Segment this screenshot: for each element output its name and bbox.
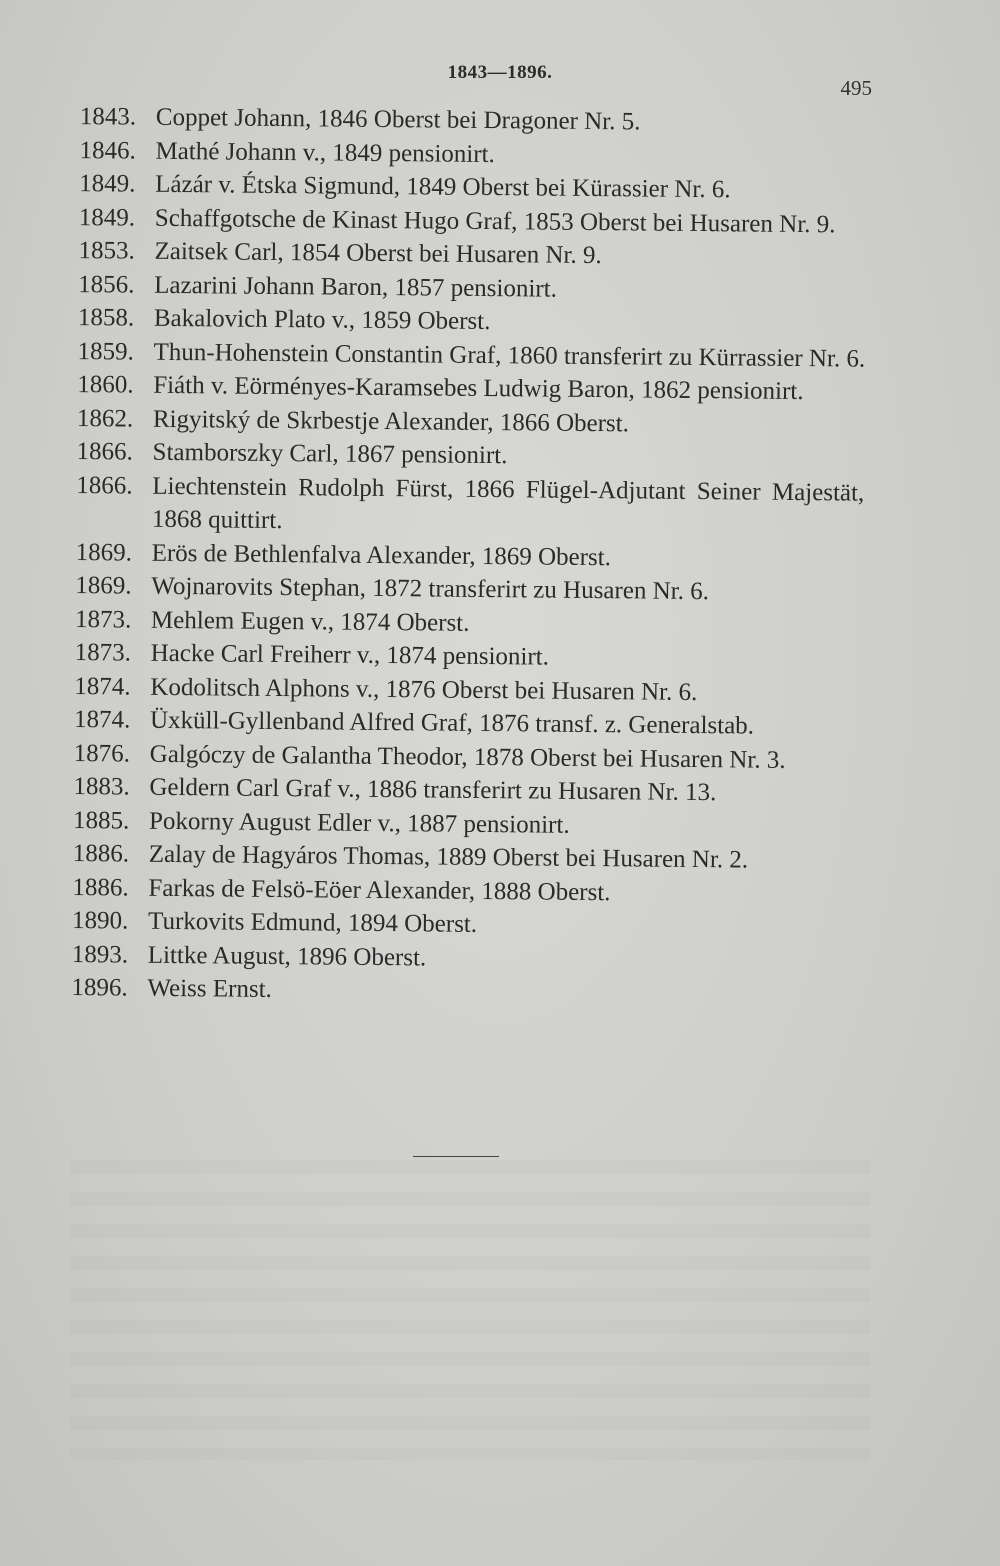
- entry-text: Lazarini Johann Baron, 1857 pensionirt.: [154, 271, 558, 303]
- entry-text: Erös de Bethlenfalva Alexander, 1869 Oberst.: [151, 539, 612, 571]
- entry-text: Thun-Hohenstein Constantin Graf, 1860 transferirt zu Kürrassier Nr. 6.: [153, 338, 866, 373]
- entry-list: [63, 100, 872, 1012]
- entry-year: 1873.: [74, 639, 132, 667]
- entry-text: Lázár v. Étska Sigmund, 1849 Oberst bei Kürassier Nr. 6.: [155, 170, 731, 204]
- entry-year: 1862.: [76, 404, 134, 433]
- entry-year: 1896.: [71, 974, 128, 1002]
- entry-year: 1858.: [77, 304, 135, 332]
- entry-text: Farkas de Felsö-Eöer Alexander, 1888 Oberst.: [148, 874, 611, 906]
- entry-text: Bakalovich Plato v., 1859 Oberst.: [153, 304, 491, 336]
- entry-year: 1886.: [72, 840, 130, 868]
- entry-text: Pokorny August Edler v., 1887 pensionirt.: [148, 807, 570, 839]
- entry-year: 1849.: [79, 170, 136, 198]
- entry-year: 1874.: [74, 672, 131, 701]
- entry-year: 1846.: [79, 136, 136, 165]
- entry-year: 1874.: [73, 706, 131, 734]
- entry-text: Littke August, 1896 Oberst.: [147, 941, 427, 971]
- entry-year: 1885.: [72, 806, 130, 835]
- entry-text: Turkovits Edmund, 1894 Oberst.: [147, 907, 478, 938]
- entry-year: 1873.: [74, 605, 132, 634]
- entry-year: 1893.: [71, 940, 129, 969]
- entry-year: 1876.: [73, 739, 131, 768]
- entry-year: 1859.: [77, 337, 134, 366]
- list-item: [68, 468, 869, 543]
- entry-year: 1866.: [76, 438, 134, 466]
- entry-text: Coppet Johann, 1846 Oberst bei Dragoner Nr. 5.: [155, 103, 641, 136]
- entry-text: Rigyitský de Skrbestje Alexander, 1866 Oberst.: [152, 405, 630, 437]
- show-through-texture: [70, 1160, 870, 1460]
- entry-year: 1866.: [76, 471, 133, 500]
- entry-year: 1869.: [75, 538, 133, 567]
- entry-text: Weiss Ernst.: [147, 974, 272, 1003]
- entry-year: 1883.: [73, 773, 130, 801]
- page-number: 495: [840, 76, 872, 100]
- entry-year: 1869.: [75, 572, 132, 600]
- entry-year: 1856.: [78, 270, 135, 299]
- entry-year: 1890.: [71, 907, 129, 935]
- entry-text: Hacke Carl Freiherr v., 1874 pensionirt.: [150, 639, 550, 671]
- entry-text: Geldern Carl Graf v., 1886 transferirt zu Husaren Nr. 13.: [149, 773, 717, 807]
- entry-text: Stamborszky Carl, 1867 pensionirt.: [152, 438, 508, 470]
- entry-year: 1886.: [72, 873, 129, 902]
- entry-text: Schaffgotsche de Kinast Hugo Graf, 1853 Oberst bei Husaren Nr. 9.: [154, 204, 836, 238]
- entry-text: Mathé Johann v., 1849 pensionirt.: [155, 137, 495, 168]
- entry-text: Mehlem Eugen v., 1874 Oberst.: [150, 606, 470, 637]
- entry-year: 1843.: [79, 103, 137, 131]
- entry-text: Fiáth v. Eörményes-Karamsebes Ludwig Baron, 1862 pensionirt.: [153, 371, 804, 406]
- entry-year: 1853.: [78, 237, 135, 265]
- section-end-rule: [413, 1156, 499, 1157]
- entry-text: Kodolitsch Alphons v., 1876 Oberst bei Husaren Nr. 6.: [150, 673, 698, 706]
- running-head: 1843—1896.: [447, 62, 553, 83]
- entry-text: Wojnarovits Stephan, 1872 transferirt zu Husaren Nr. 6.: [151, 572, 710, 606]
- entry-text: Liechtenstein Rudolph Fürst, 1866 Flügel-Adjutant Seiner Majestät, 1868 quittirt.: [151, 472, 865, 535]
- entry-text: Zaitsek Carl, 1854 Oberst bei Husaren Nr. 9.: [154, 237, 602, 270]
- entry-text: Zalay de Hagyáros Thomas, 1889 Oberst bei Husaren Nr. 2.: [148, 840, 749, 874]
- entry-year: 1849.: [78, 203, 136, 232]
- list-item: [63, 971, 863, 1012]
- entry-text: Üxküll-Gyllenband Alfred Graf, 1876 transf. z. Generalstab.: [149, 706, 755, 740]
- entry-text: Galgóczy de Galantha Theodor, 1878 Oberst bei Husaren Nr. 3.: [149, 740, 786, 774]
- entry-year: 1860.: [77, 371, 134, 399]
